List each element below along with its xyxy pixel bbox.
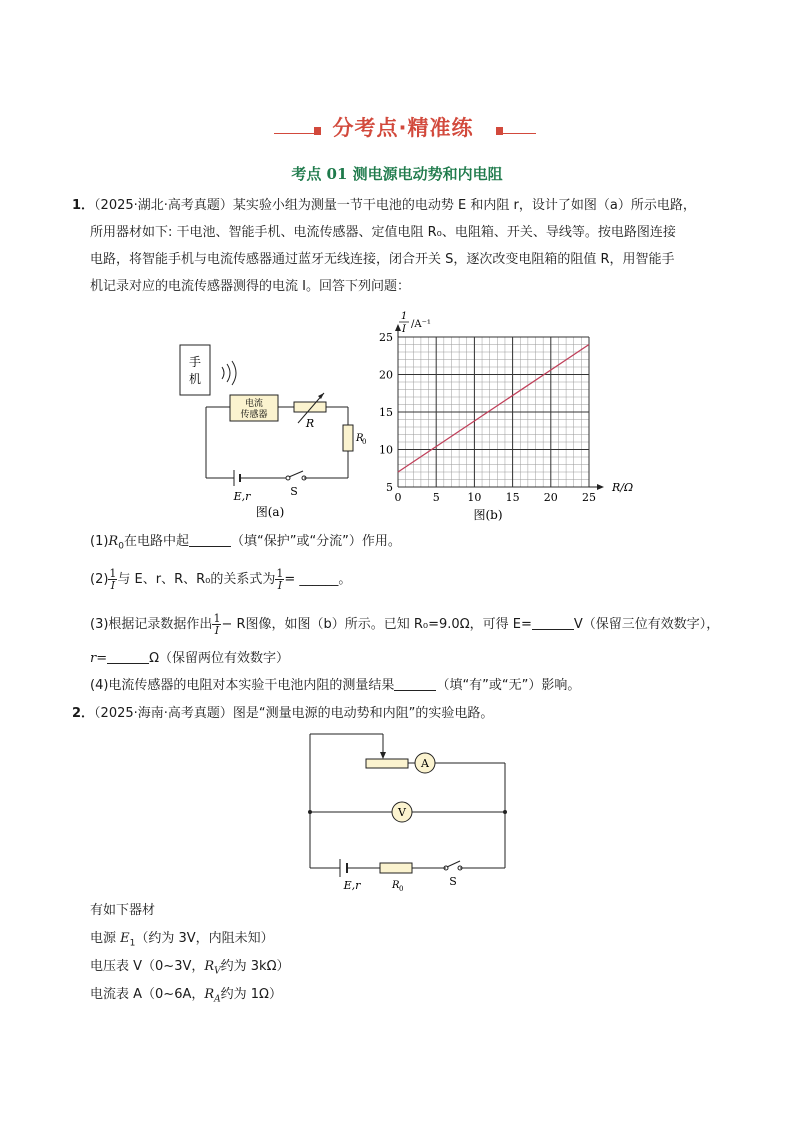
q1-stem-1: 某实验小组为测量一节干电池的电动势 E 和内阻 r，设计了如图（a）所示电路， (232, 198, 696, 213)
q2-line-1 (72, 705, 493, 723)
q1-sub3-line2 (90, 650, 289, 668)
topic-title: 考点 01 测电源电动势和内电阻 (291, 165, 503, 183)
y-tick-label: 15 (379, 406, 393, 419)
x-axis-arrow-head (597, 484, 604, 490)
equip3-sub: A (214, 994, 221, 1005)
equip2-b: 约为 3kΩ） (220, 959, 290, 974)
banner-right-line (503, 133, 536, 134)
equip1-sym: E (120, 931, 130, 946)
y-axis-title-den: I (402, 324, 406, 335)
sub1-symbol: R (108, 534, 119, 549)
y-axis-arrow-head (395, 324, 401, 331)
sub3-a: 根据记录数据作出 (108, 617, 213, 632)
fixed-resistor (343, 425, 353, 451)
equip2-sub: V (214, 966, 221, 977)
q1-line-1 (72, 197, 696, 215)
sub1-symbol-sub: 0 (118, 541, 124, 552)
sub3-line2-a: r= (90, 651, 108, 666)
frac-num: 1 (276, 567, 284, 580)
y-axis-title-num: 1 (400, 311, 408, 322)
sub3-c: V（保留三位有效数字）， (573, 617, 720, 632)
frac-den: I (214, 624, 220, 637)
equip2-a: 电压表 V（0~3V， (90, 959, 205, 974)
q1-sub4 (90, 677, 580, 695)
q2-source: （2025·海南·高考真题） (94, 706, 233, 721)
figure-a-circuit (170, 335, 370, 525)
frac-num: 1 (213, 612, 221, 625)
resistance-box (294, 402, 326, 412)
junction-left (308, 810, 312, 814)
q1-stem-2: 所用器材如下: 干电池、智能手机、电流传感器、定值电阻 R₀、电阻箱、开关、导线等。按电路图连接 (90, 225, 676, 240)
equip1-b: （约为 3V，内阻未知） (135, 931, 274, 946)
q1-sub3 (90, 613, 719, 636)
x-tick-label: 10 (467, 491, 482, 504)
y-tick-label: 10 (379, 443, 393, 457)
q2-switch-blade (447, 861, 460, 867)
q2-resistor-sub: 0 (399, 885, 404, 893)
sub3-blank-r[interactable] (107, 650, 149, 664)
sub3-line2-b: Ω（保留两位有效数字） (149, 651, 290, 666)
sub3-prefix: (3) (90, 617, 109, 632)
equipment-3 (90, 986, 282, 1009)
sub3-b: − R图像，如图（b）所示。已知 R₀=9.0Ω，可得 E= (221, 617, 532, 632)
q1-sub2 (90, 568, 351, 591)
sub1-blank[interactable] (189, 533, 231, 547)
frac-num: 1 (109, 567, 117, 580)
q2-circuit (300, 728, 520, 893)
sub4-blank[interactable] (394, 677, 436, 691)
x-tick-label: 15 (505, 491, 520, 504)
figure-b-caption: 图(b) (473, 508, 503, 522)
wifi-icon (222, 361, 236, 385)
x-tick-label: 25 (582, 491, 596, 504)
phone-label-1: 手 (188, 355, 202, 369)
rheostat (366, 759, 408, 768)
q1-stem-3: 电路，将智能手机与电流传感器通过蓝牙无线连接，闭合开关 S，逐次改变电阻箱的阻值 R，用智能手 (90, 252, 675, 267)
fixed-resistor-label: R (356, 433, 364, 444)
q1-stem-4: 机记录对应的电流传感器测得的电流 I。回答下列问题： (90, 279, 410, 294)
equip3-sym: R (204, 987, 215, 1002)
junction-right (503, 810, 507, 814)
x-tick-label: 20 (543, 491, 558, 504)
phone-label-2: 机 (188, 372, 202, 386)
sub1-prefix: (1) (90, 534, 109, 549)
sub4-a: 电流传感器的电阻对本实验干电池内阻的测量结果 (108, 678, 395, 693)
q2-stem: 图是“测量电源的电动势和内阻”的实验电路。 (232, 706, 494, 721)
switch-label: S (290, 485, 298, 498)
sub4-prefix: (4) (90, 678, 109, 693)
y-axis-title-unit: /A⁻¹ (411, 319, 431, 330)
section-title: 分考点·精准练 (332, 116, 474, 140)
x-tick-label: 5 (432, 491, 440, 504)
q2-fixed-resistor (380, 863, 412, 873)
y-axis-title (399, 311, 431, 335)
sub2-end: = ______。 (284, 572, 352, 587)
fixed-resistor-sub: 0 (362, 438, 367, 446)
q2-battery-label: E,r (343, 879, 361, 892)
sensor-label-1: 电流 (244, 399, 264, 409)
battery-label: E,r (233, 490, 251, 503)
y-tick-label: 5 (386, 481, 393, 494)
sub2-prefix: (2) (90, 572, 109, 587)
sensor-label-2: 传感器 (240, 410, 268, 420)
switch-blade (289, 471, 303, 477)
figure-b-chart (370, 305, 650, 527)
voltmeter-label: V (398, 806, 406, 819)
slider-arrow (380, 752, 386, 759)
phone-box (180, 345, 210, 395)
equip3-a: 电流表 A（0~6A， (90, 987, 205, 1002)
equip2-sym: R (204, 959, 215, 974)
sub2-mid: 与 E、r、R、R₀的关系式为 (117, 572, 276, 587)
frac-den: I (277, 579, 283, 592)
banner-right-square (496, 127, 503, 135)
q1-source: （2025·湖北·高考真题） (94, 198, 233, 213)
x-tick-label: 0 (394, 491, 402, 504)
y-tick-label: 20 (379, 368, 393, 382)
section-banner (270, 112, 536, 142)
sub4-b: （填“有”或“无”）影响。 (436, 678, 581, 693)
q1-number: 1． (72, 198, 95, 213)
equipment-title: 有如下器材 (90, 903, 156, 918)
q2-number: 2． (72, 706, 95, 721)
ammeter-label: A (421, 757, 429, 770)
q2-resistor-label: R (392, 880, 400, 891)
figure-a-caption: 图(a) (255, 505, 285, 519)
resistance-box-label: R (305, 417, 315, 430)
equip1-a: 电源 (90, 931, 121, 946)
x-axis-label: R/Ω (612, 481, 634, 494)
equipment-2 (90, 958, 290, 981)
y-tick-label: 25 (379, 331, 393, 344)
arrow-head (318, 393, 324, 399)
sub3-blank-e[interactable] (532, 616, 574, 630)
q2-switch-label: S (449, 875, 457, 888)
sub1-text-d: （填“保护”或“分流”）作用。 (230, 534, 401, 549)
q2-circuit-wires (310, 734, 505, 868)
series-line (398, 345, 589, 473)
equip1-sub: 1 (129, 938, 136, 949)
frac-den: I (110, 579, 116, 592)
equip3-b: 约为 1Ω） (220, 987, 282, 1002)
sub1-text-c: 在电路中起 (123, 534, 189, 549)
equipment-1 (90, 930, 274, 953)
q1-sub1 (90, 533, 401, 556)
